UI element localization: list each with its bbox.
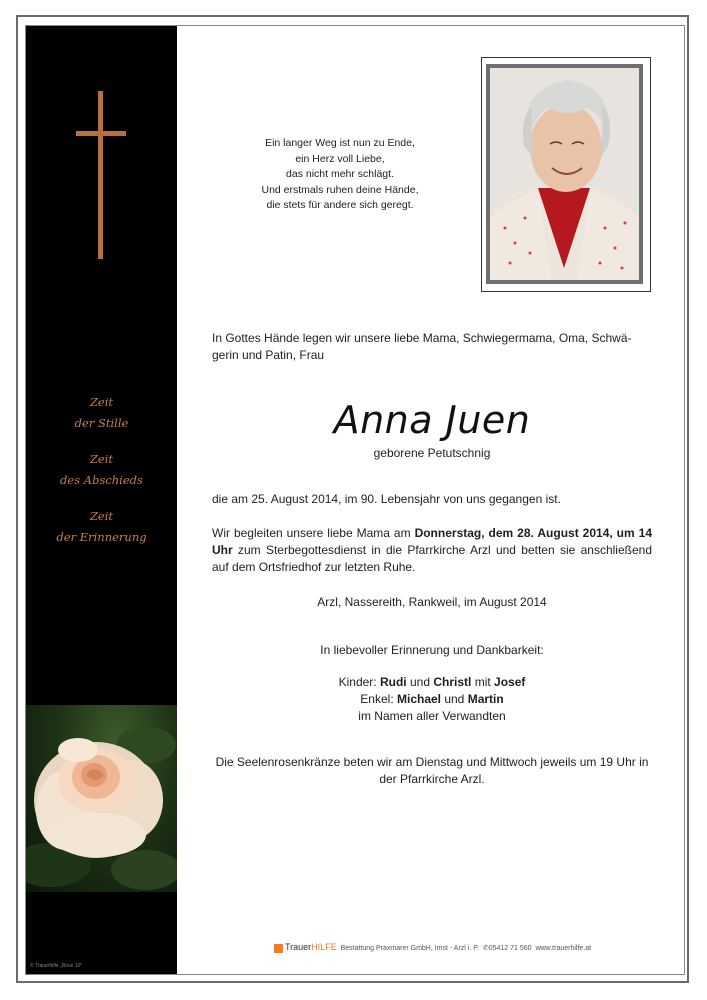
footer [274,942,674,953]
children-line [212,674,652,691]
verse-line: des Abschieds [60,473,143,487]
child-name: Rudi [379,675,407,689]
footer-company: Bestattung Praxmarer GmbH, Imst - Arzl i. P. [340,945,479,952]
conjunction: und [406,675,434,689]
relatives-line: im Namen aller Verwandten [358,709,506,723]
rose-image [26,705,177,892]
verse-item [26,392,177,434]
verse-item [26,506,177,548]
cross-icon-bar [76,131,126,136]
funeral-text-part: zum Sterbegottesdienst in die Pfarrkirche Arzl und betten sie anschließend auf dem Ortsfriedhof zur letzten Ruhe. [212,543,652,574]
child-name: Josef [494,675,526,689]
copyright-text: © Trauerhilfe „Rose 10" [30,963,83,969]
brand-name: Trauer [285,942,312,952]
rosary-text: Die Seelenrosenkränze beten wir am Dienstag und Mittwoch jeweils um 19 Uhr in der Pfarrkirche Arzl. [215,755,649,786]
death-text: die am 25. August 2014, im 90. Lebensjahr von uns gegangen ist. [212,492,561,506]
family-list [212,674,652,725]
funeral-date-time: Donnerstag, dem 28. August 2014, um 14 Uhr [212,526,652,557]
phone-icon: ✆ [482,945,489,952]
verse-line: Zeit [89,509,114,523]
intro-text: In Gottes Hände legen wir unsere liebe Mama, Schwiegermama, Oma, Schwä-gerin und Patin, Frau [212,331,632,362]
child-name: Christl [433,675,472,689]
verse-line: Zeit [89,395,114,409]
poem [215,136,465,214]
footer-website: www.trauerhilfe.at [535,945,592,952]
conjunction: und [441,692,468,706]
portrait-photo [486,64,643,284]
cross-icon [98,91,103,259]
verse-line: Zeit [89,452,114,466]
thanks-text: In liebevoller Erinnerung und Dankbarkeit: [320,643,544,657]
poem-line: die stets für andere sich geregt. [266,199,414,211]
portrait-graphic [490,68,639,280]
funeral-text-part: Wir begleiten unsere liebe Mama am [212,526,415,540]
poem-line: das nicht mehr schlägt. [286,168,394,180]
grandchildren-line [212,691,652,708]
grandchildren-label: Enkel: [360,692,397,706]
birth-name: geborene Petutschnig [373,446,491,460]
verse-line: der Stille [74,416,129,430]
funeral-text [212,525,652,576]
footer-phone: 05412 71 560 [488,945,532,952]
trauerhilfe-logo-icon [274,944,283,953]
brand-name-accent: HILFE [311,942,337,952]
sidebar-verses [26,392,177,563]
conjunction: mit [471,675,495,689]
poem-line: Und erstmals ruhen deine Hände, [261,183,419,196]
grandchild-name: Martin [467,692,504,706]
verse-item [26,449,177,491]
grandchild-name: Michael [396,692,441,706]
rose-graphic [26,705,177,892]
poem-line: Ein langer Weg ist nun zu Ende, [265,137,415,149]
children-label: Kinder: [338,675,380,689]
place-date: Arzl, Nassereith, Rankweil, im August 2014 [317,595,547,609]
poem-line: ein Herz voll Liebe, [295,152,385,165]
verse-line: der Erinnerung [56,530,147,544]
deceased-name: Anna Juen [333,398,531,442]
